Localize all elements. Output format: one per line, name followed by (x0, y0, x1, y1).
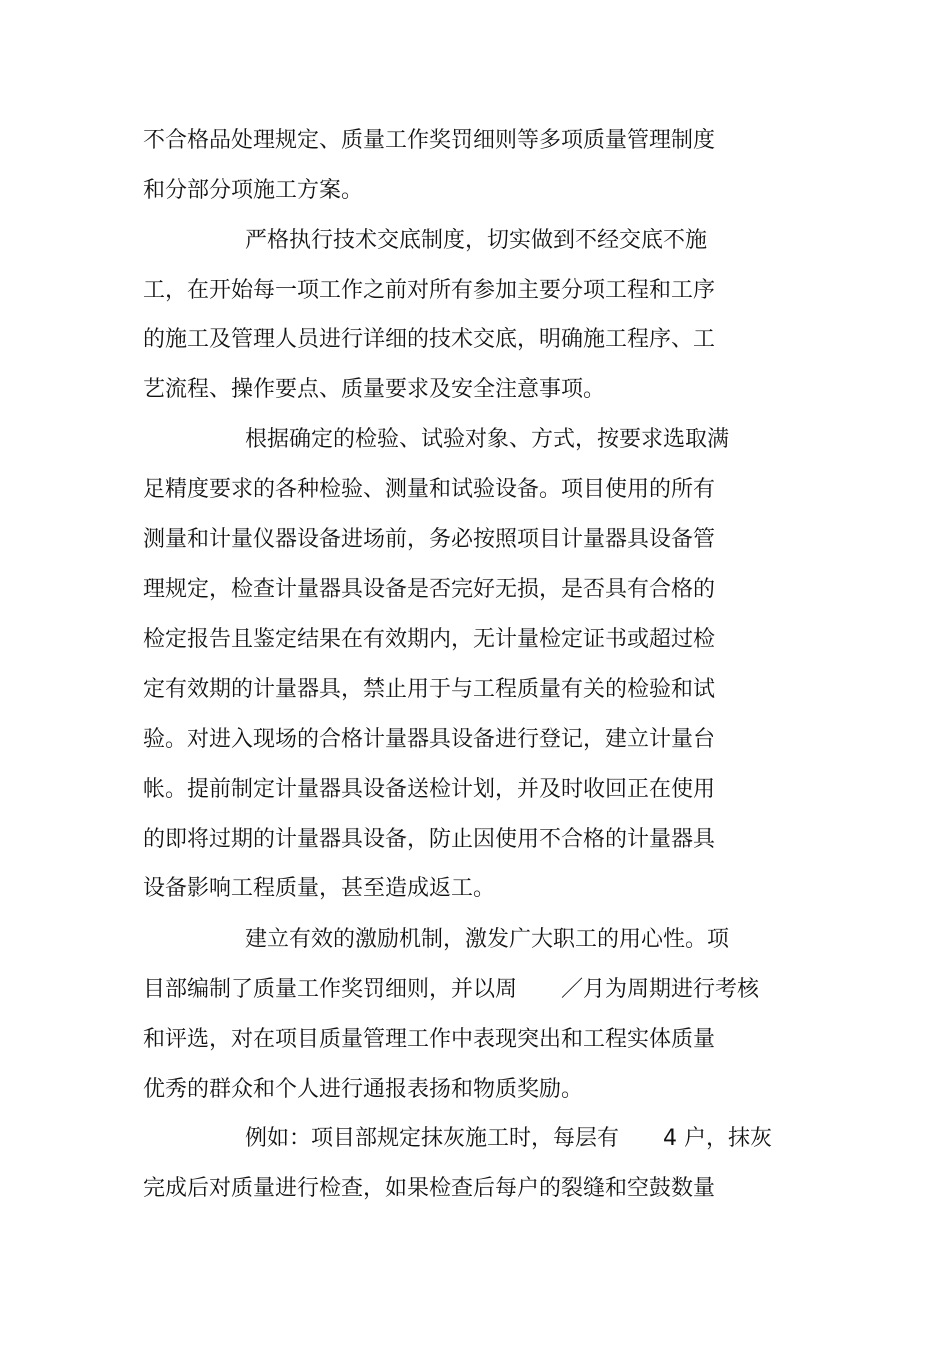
text-line: 工，在开始每一项工作之前对所有参加主要分项工程和工序 (143, 278, 716, 303)
paragraph-first-line: 严格执行技术交底制度，切实做到不经交底不施 (245, 228, 708, 253)
text-line: 优秀的群众和个人进行通报表扬和物质奖励。 (143, 1077, 584, 1102)
text-line: 目部编制了质量工作奖罚细则，并以周 ／月为周期进行考核 (143, 977, 760, 1002)
text-line: 验。对进入现场的合格计量器具设备进行登记，建立计量台 (143, 727, 716, 752)
text-line: 定有效期的计量器具，禁止用于与工程质量有关的检验和试 (143, 677, 716, 702)
text-line: 和评选，对在项目质量管理工作中表现突出和工程实体质量 (143, 1027, 716, 1052)
text-line: 设备影响工程质量，甚至造成返工。 (143, 876, 496, 901)
text-line: 帐。提前制定计量器具设备送检计划，并及时收回正在使用 (143, 777, 716, 802)
text-line: 艺流程、操作要点、质量要求及安全注意事项。 (143, 377, 606, 402)
text-line: 的即将过期的计量器具设备，防止因使用不合格的计量器具 (143, 827, 716, 852)
paragraph-first-line: 根据确定的检验、试验对象、方式，按要求选取满 (245, 427, 730, 452)
text-line: 完成后对质量进行检查，如果检查后每户的裂缝和空鼓数量 (143, 1176, 716, 1201)
text-line: 检定报告且鉴定结果在有效期内，无计量检定证书或超过检 (143, 627, 716, 652)
text-line: 不合格品处理规定、质量工作奖罚细则等多项质量管理制度 (143, 128, 716, 153)
text-line: 测量和计量仪器设备进场前，务必按照项目计量器具设备管 (143, 527, 716, 552)
text-line: 的施工及管理人员进行详细的技术交底，明确施工程序、工 (143, 327, 716, 352)
paragraph-first-line: 建立有效的激励机制，激发广大职工的用心性。项 (245, 927, 730, 952)
text-line: 和分部分项施工方案。 (143, 178, 364, 203)
text-line: 足精度要求的各种检验、测量和试验设备。项目使用的所有 (143, 477, 716, 502)
paragraph-first-line: 例如：项目部规定抹灰施工时，每层有 4 户，抹灰 (245, 1126, 772, 1151)
text-line: 理规定，检查计量器具设备是否完好无损，是否具有合格的 (143, 577, 716, 602)
